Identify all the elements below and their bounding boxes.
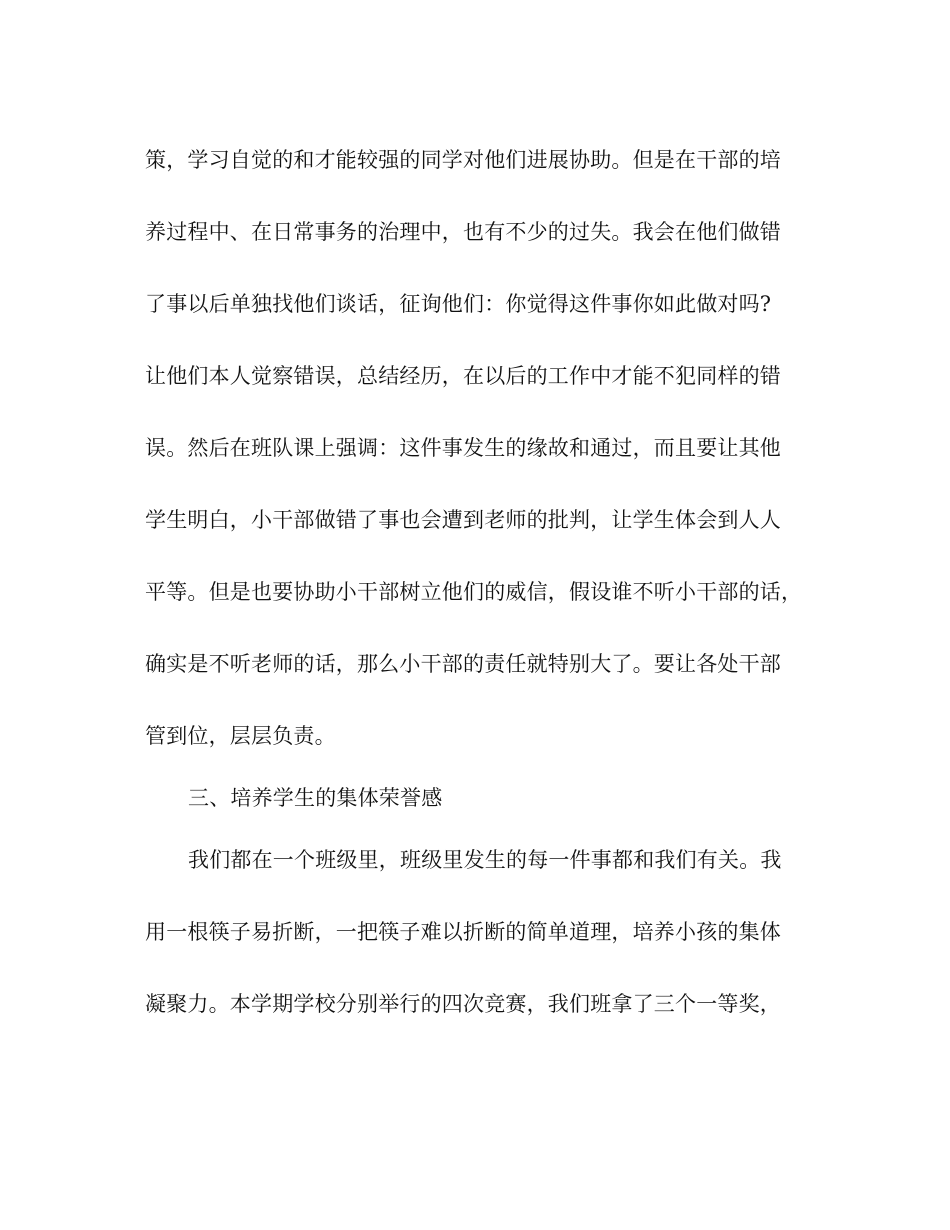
paragraph-line: 学生明白，小干部做错了事也会遭到老师的批判，让学生体会到人人 bbox=[145, 508, 781, 532]
paragraph-line: 策，学习自觉的和才能较强的同学对他们进展协助。但是在干部的培 bbox=[145, 148, 781, 172]
paragraph-line: 管到位，层层负责。 bbox=[145, 724, 336, 748]
paragraph-line: 用一根筷子易折断，一把筷子难以折断的简单道理，培养小孩的集体 bbox=[145, 920, 781, 944]
paragraph-line: 我们都在一个班级里，班级里发生的每一件事都和我们有关。我 bbox=[188, 848, 782, 872]
paragraph-line: 误。然后在班队课上强调：这件事发生的缘故和通过，而且要让其他 bbox=[145, 436, 781, 460]
paragraph-line: 确实是不听老师的话，那么小干部的责任就特别大了。要让各处干部 bbox=[145, 652, 781, 676]
section-heading: 三、培养学生的集体荣誉感 bbox=[188, 786, 443, 810]
paragraph-line: 让他们本人觉察错误，总结经历，在以后的工作中才能不犯同样的错 bbox=[145, 364, 781, 388]
paragraph-line: 了事以后单独找他们谈话，征询他们：你觉得这件事你如此做对吗? bbox=[145, 292, 772, 316]
paragraph-line: 养过程中、在日常事务的治理中，也有不少的过失。我会在他们做错 bbox=[145, 220, 781, 244]
paragraph-line: 平等。但是也要协助小干部树立他们的威信，假设谁不听小干部的话， bbox=[145, 580, 803, 604]
paragraph-line: 凝聚力。本学期学校分别举行的四次竞赛，我们班拿了三个一等奖， bbox=[145, 992, 781, 1016]
